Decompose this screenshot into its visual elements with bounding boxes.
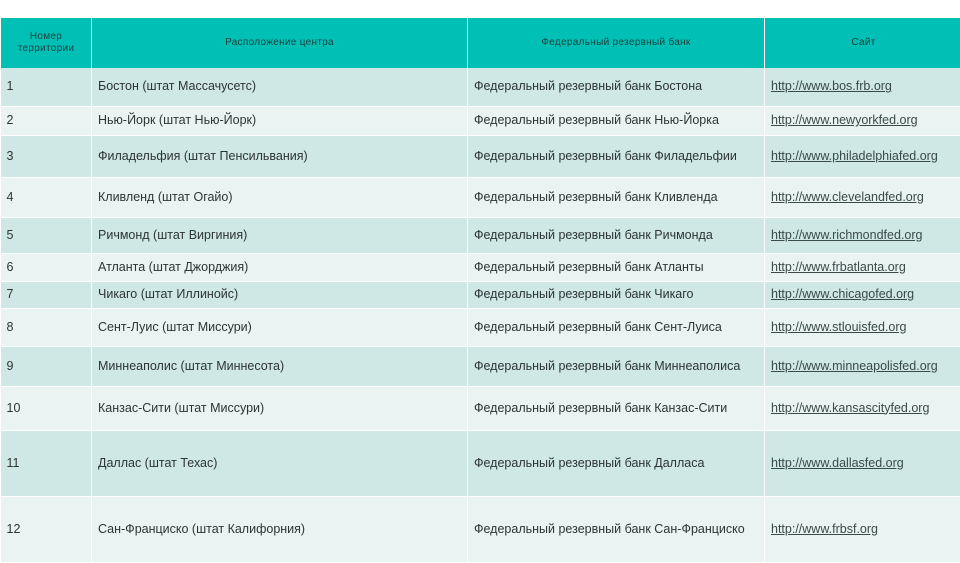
cell-location: Атланта (штат Джорджия): [92, 253, 468, 281]
header-site: Сайт: [765, 18, 960, 68]
cell-site-link[interactable]: http://www.kansascityfed.org: [765, 386, 960, 430]
table-row: [1, 430, 960, 496]
cell-site-link[interactable]: http://www.dallasfed.org: [765, 430, 960, 496]
cell-site-link[interactable]: http://www.richmondfed.org: [765, 217, 960, 253]
table-row: [1, 68, 960, 106]
cell-number: 10: [1, 386, 92, 430]
cell-site-link[interactable]: http://www.bos.frb.org: [765, 68, 960, 106]
header-number: Номер территории: [1, 18, 92, 68]
cell-location: Чикаго (штат Иллинойс): [92, 281, 468, 308]
header-bank: Федеральный резервный банк: [468, 18, 765, 68]
cell-bank: Федеральный резервный банк Атланты: [468, 253, 765, 281]
cell-site-link[interactable]: http://www.frbsf.org: [765, 496, 960, 562]
cell-site-link[interactable]: http://www.stlouisfed.org: [765, 308, 960, 346]
cell-bank: Федеральный резервный банк Сан-Франциско: [468, 496, 765, 562]
cell-bank: Федеральный резервный банк Ричмонда: [468, 217, 765, 253]
table-row: [1, 386, 960, 430]
cell-bank: Федеральный резервный банк Чикаго: [468, 281, 765, 308]
cell-location: Кливленд (штат Огайо): [92, 177, 468, 217]
table-row: [1, 346, 960, 386]
cell-bank: Федеральный резервный банк Бостона: [468, 68, 765, 106]
cell-bank: Федеральный резервный банк Сент-Луиса: [468, 308, 765, 346]
cell-site-link[interactable]: http://www.minneapolisfed.org: [765, 346, 960, 386]
cell-bank: Федеральный резервный банк Канзас-Сити: [468, 386, 765, 430]
table-row: [1, 135, 960, 177]
cell-bank: Федеральный резервный банк Далласа: [468, 430, 765, 496]
header-location: Расположение центра: [92, 18, 468, 68]
table-row: [1, 308, 960, 346]
cell-bank: Федеральный резервный банк Кливленда: [468, 177, 765, 217]
table-row: [1, 217, 960, 253]
table-row: [1, 253, 960, 281]
table-row: [1, 496, 960, 562]
cell-location: Сан-Франциско (штат Калифорния): [92, 496, 468, 562]
cell-location: Бостон (штат Массачусетс): [92, 68, 468, 106]
cell-site-link[interactable]: http://www.frbatlanta.org: [765, 253, 960, 281]
cell-number: 1: [1, 68, 92, 106]
cell-number: 4: [1, 177, 92, 217]
cell-location: Ричмонд (штат Виргиния): [92, 217, 468, 253]
cell-bank: Федеральный резервный банк Миннеаполиса: [468, 346, 765, 386]
cell-location: Филадельфия (штат Пенсильвания): [92, 135, 468, 177]
cell-number: 3: [1, 135, 92, 177]
cell-bank: Федеральный резервный банк Нью-Йорка: [468, 106, 765, 135]
cell-site-link[interactable]: http://www.newyorkfed.org: [765, 106, 960, 135]
cell-location: Сент-Луис (штат Миссури): [92, 308, 468, 346]
cell-location: Нью-Йорк (штат Нью-Йорк): [92, 106, 468, 135]
table-row: [1, 106, 960, 135]
cell-number: 5: [1, 217, 92, 253]
top-strip: [0, 0, 960, 18]
header-row: [1, 18, 960, 68]
cell-number: 9: [1, 346, 92, 386]
cell-location: Даллас (штат Техас): [92, 430, 468, 496]
table-row: [1, 281, 960, 308]
cell-number: 7: [1, 281, 92, 308]
cell-site-link[interactable]: http://www.chicagofed.org: [765, 281, 960, 308]
cell-site-link[interactable]: http://www.philadelphiafed.org: [765, 135, 960, 177]
cell-bank: Федеральный резервный банк Филадельфии: [468, 135, 765, 177]
cell-number: 8: [1, 308, 92, 346]
table-row: [1, 177, 960, 217]
cell-location: Канзас-Сити (штат Миссури): [92, 386, 468, 430]
cell-number: 6: [1, 253, 92, 281]
cell-number: 2: [1, 106, 92, 135]
cell-location: Миннеаполис (штат Миннесота): [92, 346, 468, 386]
cell-number: 11: [1, 430, 92, 496]
reserve-banks-table: [0, 18, 960, 563]
cell-number: 12: [1, 496, 92, 562]
cell-site-link[interactable]: http://www.clevelandfed.org: [765, 177, 960, 217]
